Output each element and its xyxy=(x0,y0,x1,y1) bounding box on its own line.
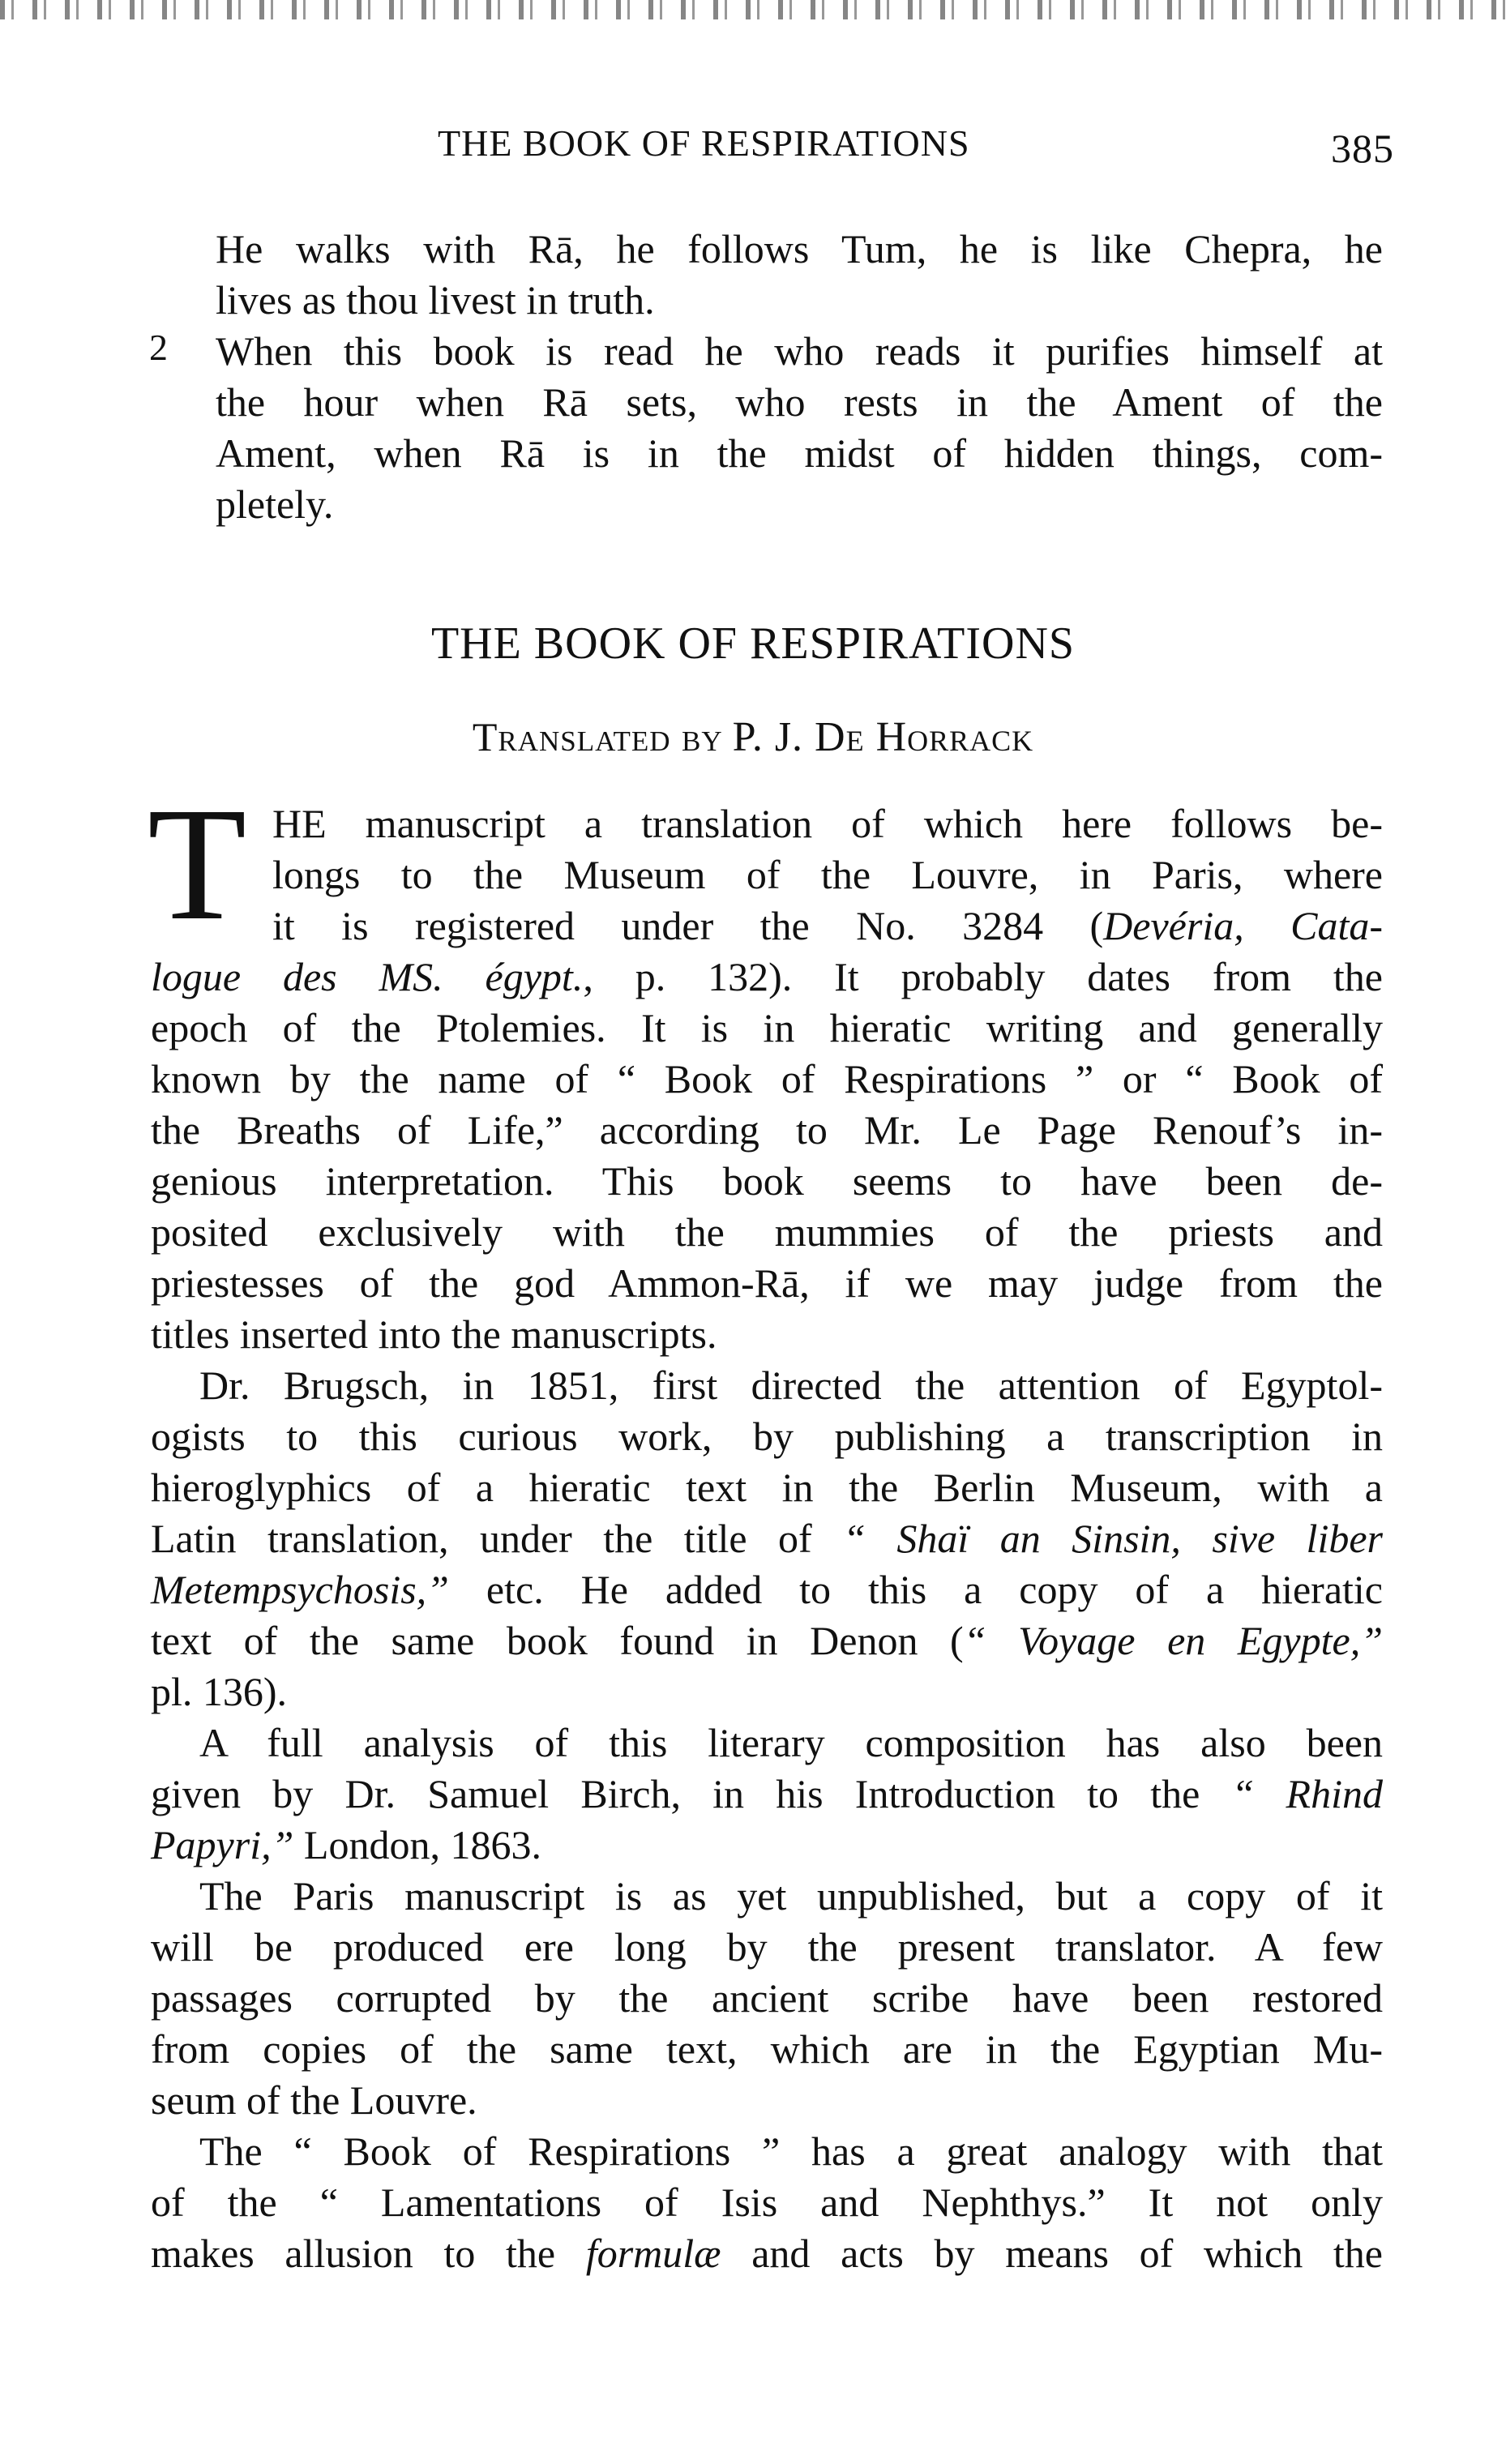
text-run: London, 1863. xyxy=(293,1822,541,1867)
paragraph-3 xyxy=(151,1718,1383,1871)
page-number: 385 xyxy=(1331,126,1394,171)
section-heading: THE BOOK OF RESPIRATIONS xyxy=(430,618,1076,669)
italic-run: Metempsychosis,” xyxy=(151,1567,449,1612)
text-line: hieroglyphics of a hieratic text in the Berlin Museum, with a xyxy=(151,1465,1383,1510)
continuation-block xyxy=(149,224,1383,530)
text-line xyxy=(151,900,1383,952)
verse-2 xyxy=(149,326,1383,530)
text-line: Ament, when Rā is in the midst of hidden things, com- xyxy=(216,430,1383,476)
running-title: THE BOOK OF RESPIRATIONS xyxy=(438,122,970,164)
text-line: pletely. xyxy=(216,481,334,527)
text-run: , p. 132). It probably dates from the xyxy=(583,954,1384,999)
text-line: the Breaths of Life,” according to Mr. Le Page Renouf’s in- xyxy=(151,1107,1383,1153)
drop-cap: T xyxy=(148,775,247,954)
verse-number: 2 xyxy=(149,327,168,368)
text-line xyxy=(151,1564,1383,1615)
text-run: text of the same book found in Denon ( xyxy=(151,1618,964,1663)
italic-run: “ Rhind xyxy=(1231,1771,1383,1816)
text-line: of the “ Lamentations of Isis and Nephthys.” It not only xyxy=(151,2180,1383,2225)
text-line: A full analysis of this literary composition has also been xyxy=(199,1720,1383,1765)
paragraph-4 xyxy=(151,1871,1383,2126)
text-line: the hour when Rā sets, who rests in the Ament of the xyxy=(216,379,1383,425)
italic-run: Devéria, Cata- xyxy=(1103,903,1383,948)
text-line xyxy=(151,1769,1383,1820)
text-line: priestesses of the god Ammon-Rā, if we may judge from the xyxy=(151,1260,1383,1306)
text-line: from copies of the same text, which are in the Egyptian Mu- xyxy=(151,2026,1383,2072)
byline xyxy=(0,713,1506,761)
text-line: Dr. Brugsch, in 1851, first directed the attention of Egyptol- xyxy=(199,1362,1383,1408)
italic-run: logue des MS. égypt. xyxy=(151,954,584,999)
text-line: HE manuscript a translation of which here follows be- xyxy=(272,801,1383,846)
text-run: and acts by means of which the xyxy=(721,2231,1383,2276)
paragraph-1 xyxy=(151,798,1383,1360)
italic-run: “ Voyage en Egypte,” xyxy=(963,1618,1383,1663)
byline-name: P. J. De Horrack xyxy=(732,714,1034,760)
text-line: seum of the Louvre. xyxy=(151,2077,477,2123)
text-line: lives as thou livest in truth. xyxy=(216,277,655,323)
paragraph-2 xyxy=(151,1360,1383,1718)
text-line: passages corrupted by the ancient scribe have been restored xyxy=(151,1975,1383,2021)
text-line xyxy=(151,1820,1383,1871)
text-line: genious interpretation. This book seems to have been de- xyxy=(151,1158,1383,1204)
scan-edge-artifact xyxy=(0,0,1506,19)
text-line: When this book is read he who reads it purifies himself at xyxy=(216,328,1383,374)
text-line xyxy=(151,1615,1383,1666)
text-line: posited exclusively with the mummies of the priests and xyxy=(151,1209,1383,1255)
text-run: given by Dr. Samuel Birch, in his Introduction to the xyxy=(151,1771,1232,1816)
text-line: The “ Book of Respirations ” has a great analogy with that xyxy=(199,2128,1383,2174)
text-run: it is registered under the No. 3284 ( xyxy=(272,903,1104,948)
text-line: He walks with Rā, he follows Tum, he is like Chepra, he xyxy=(216,226,1383,272)
text-line: known by the name of “ Book of Respirations ” or “ Book of xyxy=(151,1056,1383,1102)
text-line: The Paris manuscript is as yet unpublished, but a copy of it xyxy=(199,1873,1383,1919)
text-line xyxy=(151,1513,1383,1564)
text-run: Latin translation, under the title of xyxy=(151,1516,844,1561)
text-run: makes allusion to the xyxy=(151,2231,586,2276)
text-line: ogists to this curious work, by publishing a transcription in xyxy=(151,1414,1383,1459)
text-line: titles inserted into the manuscripts. xyxy=(151,1311,717,1357)
text-line xyxy=(151,952,1383,1003)
text-line: epoch of the Ptolemies. It is in hieratic writing and generally xyxy=(151,1005,1383,1050)
italic-run: Papyri,” xyxy=(151,1822,294,1867)
paragraph-5 xyxy=(151,2126,1383,2279)
italic-run: formulæ xyxy=(585,2231,721,2276)
text-run: etc. He added to this a copy of a hieratic xyxy=(449,1567,1383,1612)
text-line: pl. 136). xyxy=(151,1669,288,1714)
text-line: longs to the Museum of the Louvre, in Paris, where xyxy=(272,852,1383,897)
byline-translated: Translated by xyxy=(472,714,723,759)
text-line: will be produced ere long by the present translator. A few xyxy=(151,1924,1383,1970)
text-line xyxy=(151,2228,1383,2279)
italic-run: “ Shaï an Sinsin, sive liber xyxy=(843,1516,1383,1561)
